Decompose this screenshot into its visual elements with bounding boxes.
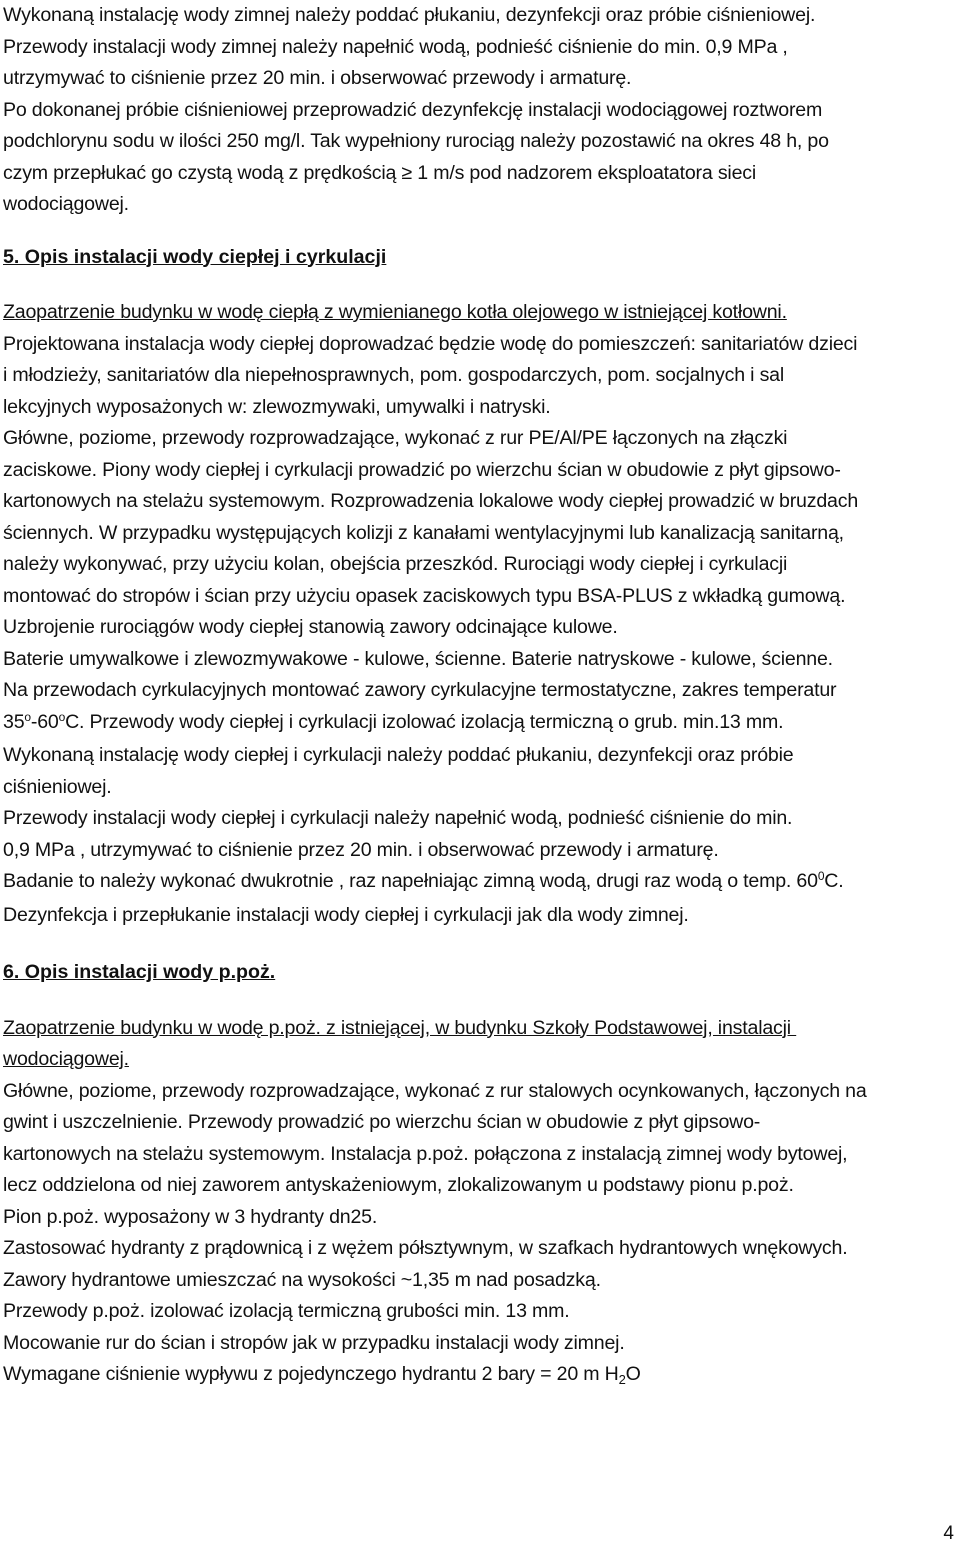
text-line: Uzbrojenie rurociągów wody ciepłej stanowią zawory odcinające kulowe. xyxy=(3,616,618,638)
text-line: ściennych. W przypadku występujących kolizji z kanałami wentylacyjnymi lub kanalizacją sanitarną, xyxy=(3,521,844,544)
text-line: Baterie umywalkowe i zlewozmywakowe - kulowe, ścienne. Baterie natryskowe - kulowe, ścienne. xyxy=(3,647,833,670)
text-line: Zastosować hydranty z prądownicą i z wężem półsztywnym, w szafkach hydrantowych wnękowych. xyxy=(3,1237,848,1259)
test-unit: C. xyxy=(824,870,844,892)
text-line: zaciskowe. Piony wody ciepłej i cyrkulacji prowadzić po wierzchu ścian w obudowie z płyt gipsowo- xyxy=(3,458,841,481)
temperature-line xyxy=(3,707,960,741)
text-line: Zawory hydrantowe umieszczać na wysokości ~1,35 m nad posadzką. xyxy=(3,1268,601,1291)
text-line: montować do stropów i ścian przy użyciu opasek zaciskowych typu BSA-PLUS z wkładką gumową. xyxy=(3,584,846,607)
section-5-body xyxy=(3,329,960,932)
text-line: lecz oddzielona od niej zaworem antyskażeniowym, zlokalizowanym u podstawy pionu p.poż. xyxy=(3,1174,794,1196)
degree-mark: o xyxy=(24,709,31,724)
document-page xyxy=(3,0,960,1392)
text-line: Pion p.poż. wyposażony w 3 hydranty dn25. xyxy=(3,1205,378,1228)
test-line xyxy=(3,866,960,900)
page-number: 4 xyxy=(943,1523,954,1544)
degree-mark: o xyxy=(58,709,66,724)
text-line: podchlorynu sodu w ilości 250 mg/l. Tak wypełniony rurociąg należy pozostawić na okres 48 h, po xyxy=(3,130,829,152)
pressure-line xyxy=(3,1359,960,1392)
text-line: Wykonaną instalację wody ciepłej i cyrkulacji należy poddać płukaniu, dezynfekcji oraz próbie xyxy=(3,744,794,766)
text-line: Projektowana instalacja wody ciepłej doprowadzać będzie wodę do pomieszczeń: sanitariatów dzieci xyxy=(3,332,858,355)
subtitle-line: Zaopatrzenie budynku w wodę p.poż. z istniejącej, w budynku Szkoły Podstawowej, instalacji xyxy=(3,1016,797,1039)
text-line: Wykonaną instalację wody zimnej należy poddać płukaniu, dezynfekcji oraz próbie ciśnieniowej. xyxy=(3,4,816,26)
degree-mark: 0 xyxy=(817,869,825,883)
section-5-heading: 5. Opis instalacji wody ciepłej i cyrkulacji xyxy=(3,245,387,268)
text-line: kartonowych na stelażu systemowym. Rozprowadzenia lokalowe wody ciepłej prowadzić w bruzdach xyxy=(3,490,859,512)
text-line: Przewody p.poż. izolować izolacją termiczną grubości min. 13 mm. xyxy=(3,1300,570,1322)
section-6-heading: 6. Opis instalacji wody p.poż. xyxy=(3,961,276,983)
text-line: 0,9 MPa , utrzymywać to ciśnienie przez 20 min. i obserwować przewody i armaturę. xyxy=(3,838,719,861)
pressure-text: Wymagane ciśnienie wypływu z pojedynczego hydrantu 2 bary = 20 m H xyxy=(3,1363,619,1385)
test-text: Badanie to należy wykonać dwukrotnie , raz napełniając zimną wodą, drugi raz wodą o temp. 60 xyxy=(3,870,818,892)
text-line: czym przepłukać go czystą wodą z prędkością ≥ 1 m/s pod nadzorem eksploatatora sieci xyxy=(3,161,757,184)
text-line: Po dokonanej próbie ciśnieniowej przeprowadzić dezynfekcję instalacji wodociągowej roztworem xyxy=(3,98,823,121)
temp-from: 35 xyxy=(3,710,25,733)
subscript-two: 2 xyxy=(618,1372,626,1387)
text-line: gwint i uszczelnienie. Przewody prowadzić po wierzchu ścian w obudowie z płyt gipsowo- xyxy=(3,1111,761,1133)
text-line: wodociągowej. xyxy=(3,193,129,215)
text-line: i młodzieży, sanitariatów dla niepełnosprawnych, pom. gospodarczych, pom. socjalnych i sal xyxy=(3,364,785,386)
text-line: Mocowanie rur do ścian i stropów jak w przypadku instalacji wody zimnej. xyxy=(3,1331,625,1354)
intro-paragraph xyxy=(3,0,960,221)
text-line: utrzymywać to ciśnienie przez 20 min. i obserwować przewody i armaturę. xyxy=(3,67,632,89)
text-line: ciśnieniowej. xyxy=(3,775,112,798)
temp-to: -60 xyxy=(30,710,59,733)
text-line: Na przewodach cyrkulacyjnych montować zawory cyrkulacyjne termostatyczne, zakres temperatur xyxy=(3,679,837,701)
text-line: kartonowych na stelażu systemowym. Instalacja p.poż. połączona z instalacją zimnej wody bytowej, xyxy=(3,1142,848,1165)
text-line: Główne, poziome, przewody rozprowadzające, wykonać z rur PE/Al/PE łączonych na złączki xyxy=(3,427,788,449)
text-line: Główne, poziome, przewody rozprowadzające, wykonać z rur stalowych ocynkowanych, łączonych na xyxy=(3,1079,867,1102)
text-line: Przewody instalacji wody zimnej należy napełnić wodą, podnieść ciśnienie do min. 0,9 MPa , xyxy=(3,35,788,58)
text-line: lekcyjnych wyposażonych w: zlewozmywaki, umywalki i natryski. xyxy=(3,395,551,418)
section-6-body xyxy=(3,1076,960,1392)
temp-rest: C. Przewody wody ciepłej i cyrkulacji izolować izolacją termiczną o grub. min.13 mm. xyxy=(65,710,784,733)
section-6-subtitle xyxy=(3,1013,960,1076)
text-line: Przewody instalacji wody ciepłej i cyrkulacji należy napełnić wodą, podnieść ciśnienie do min. xyxy=(3,807,793,829)
section-5-subtitle: Zaopatrzenie budynku w wodę ciepłą z wymienianego kotła olejowego w istniejącej kotłowni. xyxy=(3,301,787,323)
subtitle-line: wodociągowej. xyxy=(3,1048,129,1070)
text-line: Dezynfekcja i przepłukanie instalacji wody ciepłej i cyrkulacji jak dla wody zimnej. xyxy=(3,903,689,926)
text-line: należy wykonywać, przy użyciu kolan, obejścia przeszkód. Rurociągi wody ciepłej i cyrkulacji xyxy=(3,553,788,575)
pressure-unit: O xyxy=(625,1363,641,1385)
